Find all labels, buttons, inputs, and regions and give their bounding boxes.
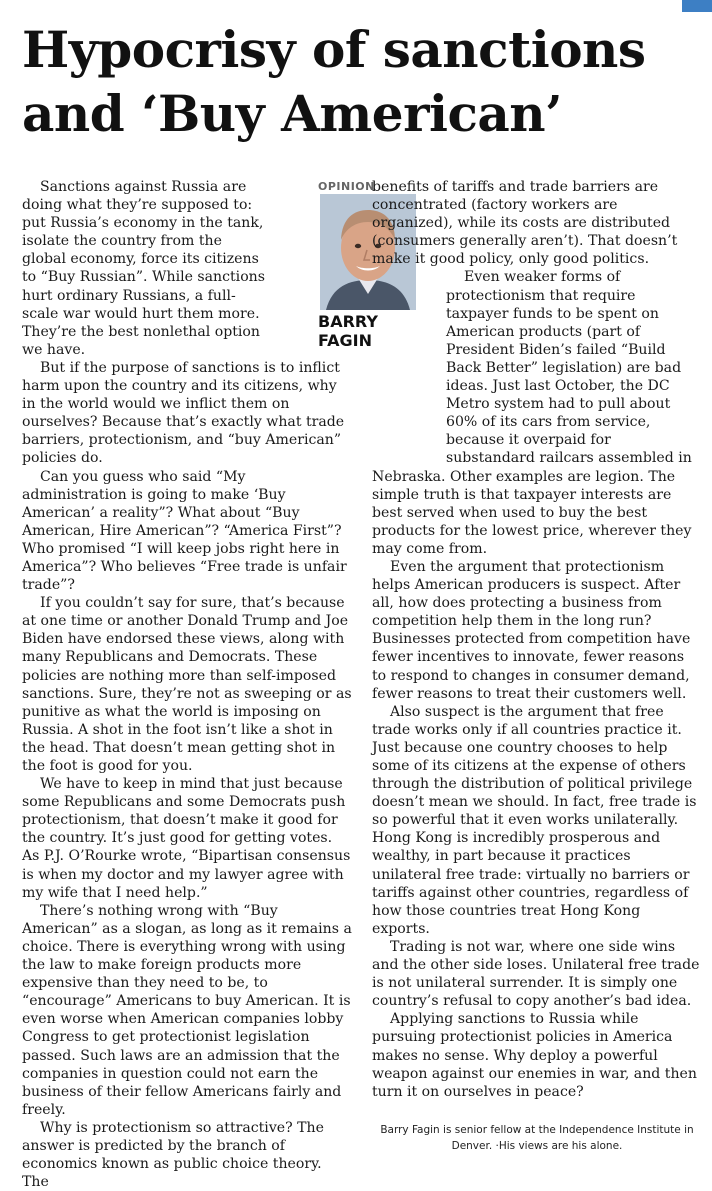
author-bio: Barry Fagin is senior fellow at the Independence Institute in Denver. ·His views are his alone. xyxy=(380,1124,694,1152)
headline: Hypocrisy of sanctions and ‘Buy American’ xyxy=(22,20,646,143)
paragraph: Also suspect is the argument that free trade works only if all countries practice it. Just because one country chooses to help some of its citizens at the expense of others through the distribution of political privilege doesn’t mean we should. In fact, free trade is so powerful that it even works unilaterally. Hong Kong is incredibly prosperous and wealthy, in part because it practices unilateral free trade: virtually no barriers or tariffs against other countries, regardless of how those countries treat Hong Kong exports. xyxy=(372,703,697,937)
paragraph: Sanctions against Russia are doing what they’re supposed to: put Russia’s economy in the tank, isolate the country from the global economy, force its citizens to “Buy Russian”. While sanctions hurt ordinary Russians, a full-scale war would hurt them more. They’re the best nonlethal option we have. xyxy=(22,179,265,358)
paragraph: Why is protectionism so attractive? The answer is predicted by the branch of economics known as public choice theory. The xyxy=(22,1119,324,1191)
corner-marker xyxy=(682,0,712,12)
column-left xyxy=(22,178,352,1191)
paragraph-lead: benefits of tariffs and trade barriers are concentrated (factory workers are organized), while its costs are distributed (consumers generally aren’t). That doesn’t make it good policy, only good politics. xyxy=(372,179,678,268)
author-first-name: BARRY xyxy=(318,312,378,331)
paragraph: Trading is not war, where one side wins and the other side loses. Unilateral free trade is not unilateral surrender. It is simply one country’s refusal to copy another’s bad idea. xyxy=(372,938,700,1010)
paragraph: But if the purpose of sanctions is to inflict harm upon the country and its citizens, why in the world would we inflict them on ourselves? Because that’s exactly what trade barriers, protectionism, and “buy American” policies do. xyxy=(22,359,345,467)
paragraph: Can you guess who said “My administration is going to make ‘Buy American’ a reality”? What about “Buy American, Hire American”? “America First”? Who promised “I will keep jobs right here in America”? Who believes “Free trade is unfair trade”? xyxy=(22,468,347,594)
column-right xyxy=(372,178,700,1101)
paragraph: We have to keep in mind that just because some Republicans and some Democrats push protectionism, that doesn’t make it good for the country. It’s just good for getting votes. As P.J. O’Rourke wrote, “Bipartisan consensus is when my doctor and my lawyer agree with my wife that I need help.” xyxy=(22,776,351,901)
paragraph: If you couldn’t say for sure, that’s because at one time or another Donald Trump and Joe Biden have endorsed these views, along with many Republicans and Democrats. These policies are nothing more than self-imposed sanctions. Sure, they’re not as sweeping or as punitive as what the world is imposing on Russia. A shot in the foot isn’t like a shot in the head. That doesn’t mean getting shot in the foot is good for you. xyxy=(22,595,352,774)
paragraph: Even weaker forms of protectionism that require taxpayer funds to be spent on American products (part of President Biden’s failed “Build Back Better” legislation) are bad ideas. Just last October, the DC Metro system had to pull about 60% of its cars from service, because it overpaid for substandard railcars assembled in Nebraska. Other examples are legion. The simple truth is that taxpayer interests are best served when used to buy the best products for the lowest price, wherever they may come from. xyxy=(372,269,692,557)
paragraph: Even the argument that protectionism helps American producers is suspect. After all, how does protecting a business from competition help them in the long run? Businesses protected from competition have fewer incentives to innovate, fewer reasons to respond to changes in consumer demand, fewer reasons to treat their customers well. xyxy=(372,558,691,702)
paragraph: There’s nothing wrong with “Buy American” as a slogan, as long as it remains a choice. There is everything wrong with using the law to make foreign products more expensive than they need to be, to “encourage” Americans to buy American. It is even worse when American companies lobby Congress to get protectionist legislation passed. Such laws are an admission that the companies in question could not earn the business of their fellow Americans fairly and freely. xyxy=(22,902,352,1118)
author-last-name: FAGIN xyxy=(318,331,372,350)
section-tag: OPINION xyxy=(318,180,375,193)
paragraph: Applying sanctions to Russia while pursuing protectionist policies in America makes no sense. Why deploy a powerful weapon against our enemies in war, and then turn it on ourselves in peace? xyxy=(372,1011,697,1100)
